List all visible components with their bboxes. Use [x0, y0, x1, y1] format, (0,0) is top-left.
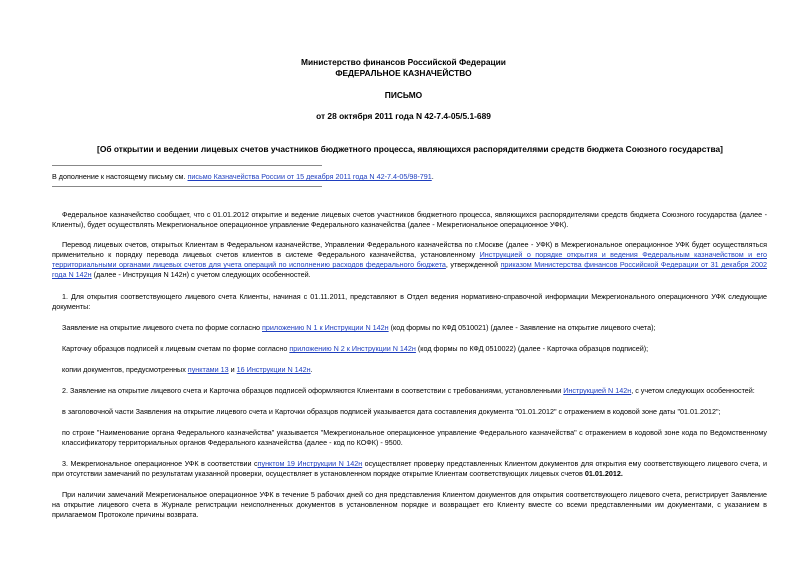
item3-text-2: и — [228, 365, 237, 374]
note-tail: . — [431, 172, 434, 181]
document-date-number: от 28 октября 2011 года N 42-7.4-05/5.1-689 — [316, 111, 491, 121]
list-item-signature-card — [62, 344, 767, 354]
editorial-note — [52, 172, 434, 182]
note-top-rule — [52, 165, 322, 166]
paragraph-remarks: При наличии замечаний Межрегиональное операционное УФК в течение 5 рабочих дней со дня представления Клиентом документов для открытия соответствующего лицевого счета, регистрирует Заявление на открытие лицевого счета в Журнале регистрации неисполненных документов в установленном порядке и возвращает его Клиенту вместе со всеми представленными им документами, с указанием в прилагаемом Протоколе причины возврата. — [52, 490, 767, 519]
item3-text-1: копии документов, предусмотренных — [62, 365, 188, 374]
transfer-text-3: (далее - Инструкция N 142н) с учетом следующих особенностей. — [91, 270, 311, 279]
opening-date: 01.01.2012. — [584, 469, 623, 478]
appendix-1-link[interactable]: приложению N 1 к Инструкции N 142н — [262, 323, 389, 332]
note-text: В дополнение к настоящему письму см. — [52, 172, 188, 181]
paragraph-intro: Федеральное казначейство сообщает, что с 01.01.2012 открытие и ведение лицевых счетов участников бюджетного процесса, являющихся распорядителями средств бюджета Союзного государства (далее - Клиенты), будет осуществлять Межрегиональное операционное управление Федерального казначейства (далее - Межрегиональное операционное УФК). — [52, 210, 767, 229]
note-bottom-rule — [52, 186, 322, 187]
order-link[interactable]: приказом Министерства финансов Российской Федерации от 31 декабря 2002 года N 142н — [52, 260, 768, 279]
points-13-link[interactable]: пунктами 13 — [187, 365, 229, 374]
list-item-application — [62, 323, 767, 333]
req-text-2: , с учетом следующих особенностей: — [631, 386, 755, 395]
agency-name: ФЕДЕРАЛЬНОЕ КАЗНАЧЕЙСТВО — [335, 68, 472, 78]
paragraph-agency-name: по строке "Наименование органа Федерального казначейства" указывается "Межрегиональное операционное управление Федерального казначейства" с отражением в кодовой зоне кода по Ведомственному классификатору территориальных органов Федерального казначейства (далее - код по КОФК) - 9500. — [62, 428, 767, 447]
document-type: ПИСЬМО — [384, 90, 423, 100]
ministry-name: Министерство финансов Российской Федерации — [301, 57, 506, 67]
note-link[interactable]: письмо Казначейства России от 15 декабря 2011 года N 42-7.4-05/98-791 — [187, 172, 432, 181]
paragraph-documents: 1. Для открытия соответствующего лицевого счета Клиенты, начиная с 01.11.2011, представляют в Отдел ведения нормативно-справочной информации Межрегионального операционного УФК следующие документы: — [52, 292, 767, 311]
document-subject: [Об открытии и ведении лицевых счетов участников бюджетного процесса, являющихся распорядителями средств бюджета Союзного государства] — [97, 144, 723, 154]
instruction-link[interactable]: Инструкцией о порядке открытия и ведения Федеральным казначейством и его территориальными органами лицевых счетов для учета операций по исполнению расходов федерального бюджета — [52, 250, 767, 269]
paragraph-verification — [52, 459, 767, 479]
item3-text-3: . — [310, 365, 313, 374]
verify-text-2: осуществляет проверку представленных Клиентом документов для открытия ему соответствующего лицевого счета, и при отсутствии замечаний по результатам указанной проверки, осуществляет в установленном порядке открытие Клиентам соответствующих лицевых счетов — [52, 459, 767, 478]
list-item-copies — [62, 365, 767, 375]
transfer-text-1: Перевод лицевых счетов, открытых Клиентам в Федеральном казначействе, Управлении Федерального казначейства по г.Москве (далее - УФК) в Межрегиональное операционное УФК будет осуществляться применительно к порядку перевода лицевых счетов клиентов в системе Федерального казначейства, установленному — [52, 240, 767, 259]
item2-text-1: Карточку образцов подписей к лицевым счетам по форме согласно — [62, 344, 290, 353]
paragraph-transfer — [52, 240, 767, 280]
paragraph-requirements — [52, 386, 767, 396]
point-19-link[interactable]: пунктом 19 Инструкции N 142н — [257, 459, 363, 468]
instruction-142n-link[interactable]: Инструкцией N 142н — [563, 386, 632, 395]
paragraph-header-date: в заголовочной части Заявления на открытие лицевого счета и Карточки образцов подписей указывается дата составления документа "01.01.2012" с отражением в кодовой зоне даты "01.01.2012"; — [62, 407, 721, 416]
transfer-text-2: , утвержденной — [445, 260, 501, 269]
verify-text-1: 3. Межрегиональное операционное УФК в соответствии с — [62, 459, 258, 468]
item1-text-1: Заявление на открытие лицевого счета по форме согласно — [62, 323, 263, 332]
req-text-1: 2. Заявление на открытие лицевого счета и Карточка образцов подписей оформляются Клиентами в соответствии с требованиями, установленными — [62, 386, 564, 395]
appendix-2-link[interactable]: приложению N 2 к Инструкции N 142н — [289, 344, 416, 353]
point-16-link[interactable]: 16 Инструкции N 142н — [236, 365, 311, 374]
item2-text-2: (код формы по КФД 0510022) (далее - Карточка образцов подписей); — [415, 344, 649, 353]
item1-text-2: (код формы по КФД 0510021) (далее - Заявление на открытие лицевого счета); — [388, 323, 656, 332]
